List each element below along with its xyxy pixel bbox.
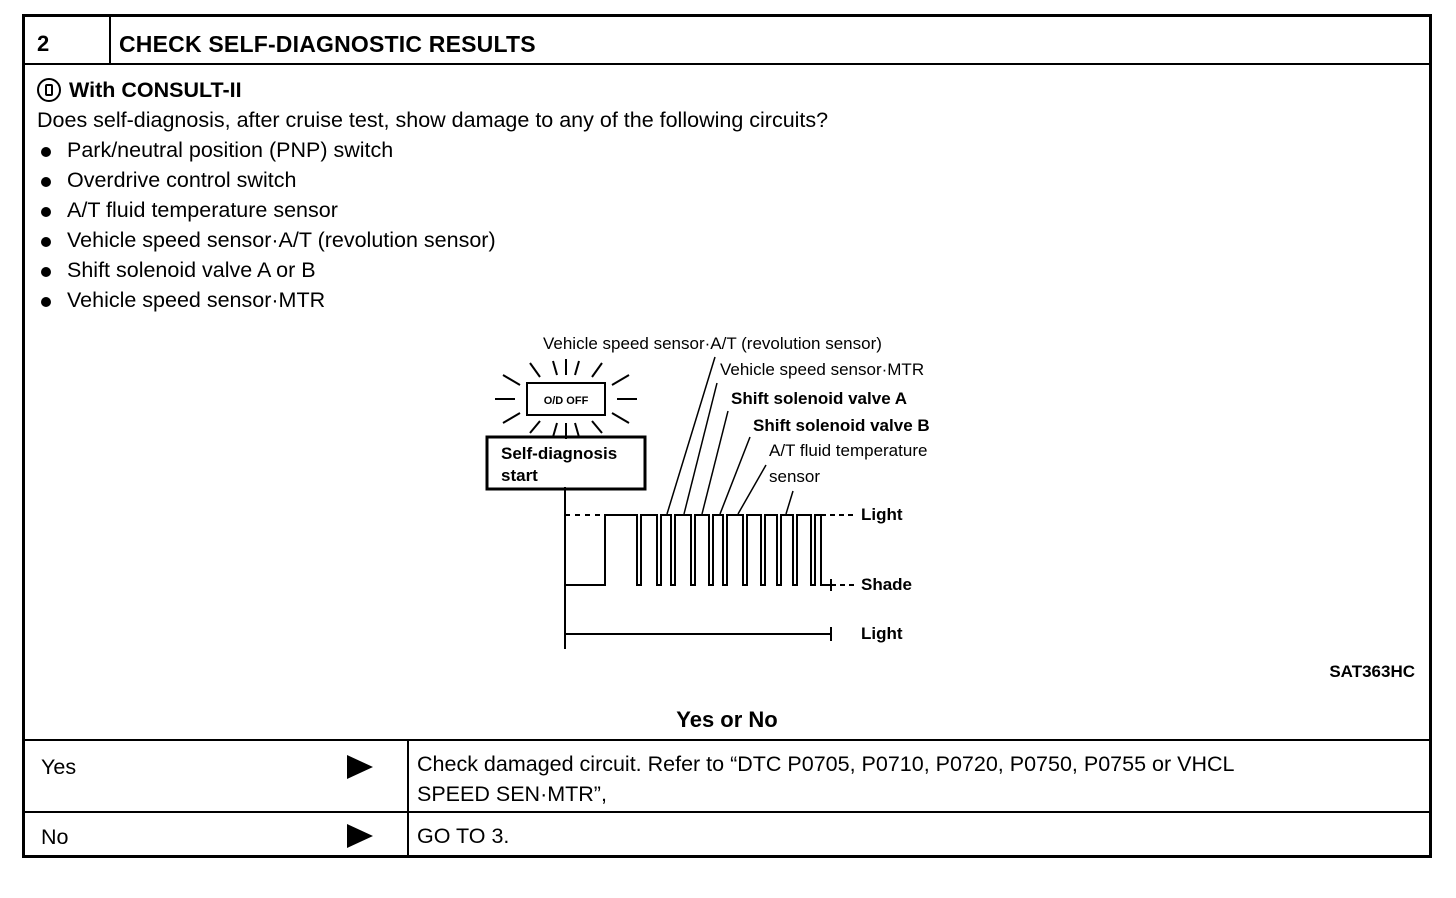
action-line: GO TO 3. bbox=[417, 824, 510, 848]
list-item: Vehicle speed sensor·A/T (revolution sensor) bbox=[37, 225, 828, 255]
list-item: Vehicle speed sensor·MTR bbox=[37, 285, 828, 315]
leader-lines bbox=[667, 357, 793, 514]
mode-label: With CONSULT-II bbox=[69, 78, 242, 102]
answer-table bbox=[25, 739, 1429, 860]
table-row bbox=[25, 813, 1429, 860]
list-item: Overdrive control switch bbox=[37, 165, 828, 195]
callout-label: Shift solenoid valve A bbox=[731, 389, 908, 408]
procedure-frame bbox=[22, 14, 1432, 858]
step-title: CHECK SELF-DIAGNOSTIC RESULTS bbox=[119, 31, 536, 57]
answer-action-no bbox=[417, 821, 1407, 851]
question-text: Does self-diagnosis, after cruise test, show damage to any of the following circuits? bbox=[37, 108, 829, 132]
arrow-right-icon bbox=[347, 824, 373, 848]
callout-label: A/T fluid temperature bbox=[769, 441, 928, 460]
start-box-line2: start bbox=[501, 466, 538, 485]
callout-label: Vehicle speed sensor·A/T (revolution sensor) bbox=[543, 334, 882, 353]
callout-label: sensor bbox=[769, 467, 821, 486]
list-item: Shift solenoid valve A or B bbox=[37, 255, 828, 285]
answer-label-no: No bbox=[41, 825, 69, 849]
arrow-right-icon bbox=[347, 755, 373, 779]
step-number: 2 bbox=[37, 31, 50, 56]
self-diagnosis-diagram bbox=[25, 17, 1429, 717]
callout-label: Vehicle speed sensor·MTR bbox=[720, 360, 925, 379]
lamp-label: O/D OFF bbox=[543, 395, 589, 407]
list-item: A/T fluid temperature sensor bbox=[37, 195, 828, 225]
column-divider bbox=[407, 739, 409, 858]
level-light-label-2: Light bbox=[861, 624, 903, 643]
level-light-label: Light bbox=[861, 505, 903, 524]
answer-label-yes: Yes bbox=[41, 755, 77, 779]
yes-no-prompt: Yes or No bbox=[676, 707, 778, 732]
list-item: Park/neutral position (PNP) switch bbox=[37, 135, 828, 165]
start-box-line1: Self-diagnosis bbox=[501, 444, 618, 463]
table-row bbox=[25, 741, 1429, 813]
lamp-waveform bbox=[565, 487, 855, 649]
action-line: SPEED SEN·MTR”, bbox=[417, 782, 607, 806]
figure-code: SAT363HC bbox=[1329, 662, 1415, 681]
level-shade-label: Shade bbox=[861, 575, 913, 594]
callout-label: Shift solenoid valve B bbox=[753, 416, 930, 435]
action-line: Check damaged circuit. Refer to “DTC P0705, P0710, P0720, P0750, P0755 or VHCL bbox=[417, 752, 1235, 776]
answer-action-yes bbox=[417, 749, 1407, 809]
